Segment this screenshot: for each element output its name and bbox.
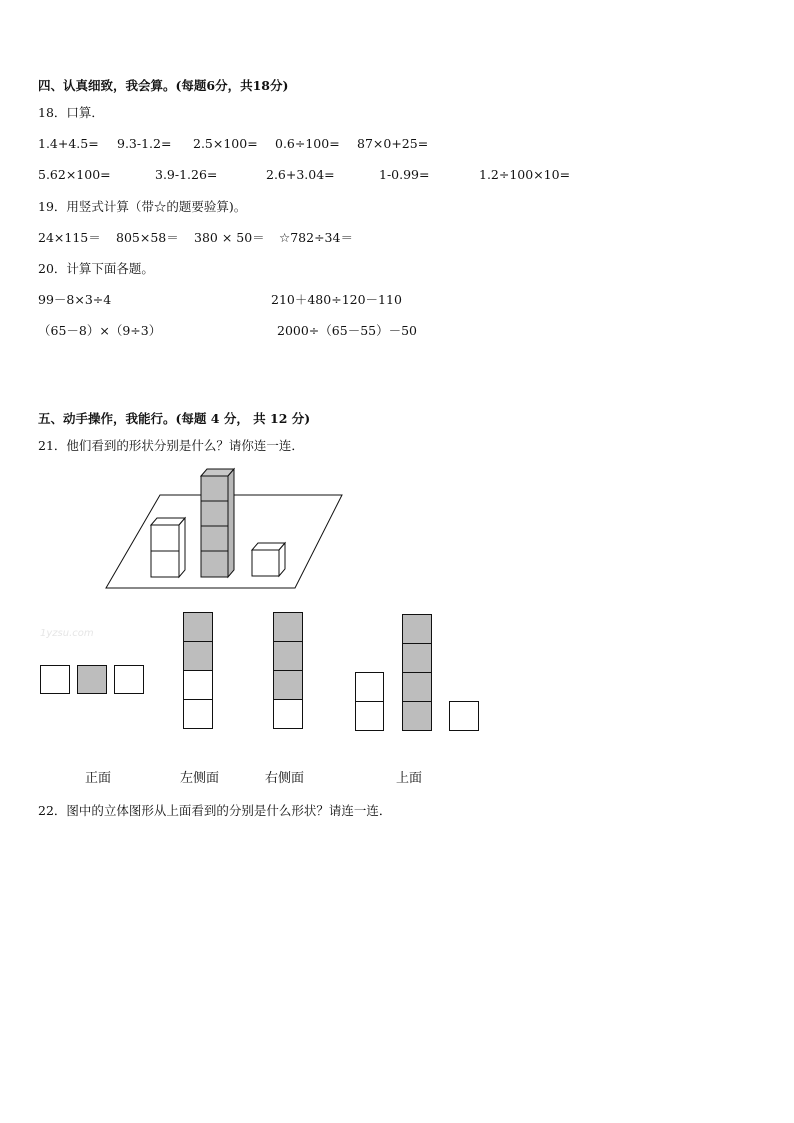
q18-r1-5: 87×0+25= — [357, 136, 429, 151]
view2-square-4[interactable] — [183, 699, 213, 729]
section4-title: 四、认真细致，我会算。(每题6分，共18分) — [38, 78, 289, 93]
q19-item-3: 380 × 50＝ — [194, 230, 265, 245]
q19-item-4: ☆782÷34＝ — [279, 230, 353, 245]
q18-r1-4: 0.6÷100= — [275, 136, 340, 151]
view1-square-3[interactable] — [114, 665, 144, 694]
q18-r2-5: 1.2÷100×10= — [479, 167, 571, 182]
q20-item-1: 99－8×3÷4 — [38, 292, 112, 307]
view-label-front[interactable]: 正面 — [85, 771, 112, 786]
q20-item-2: 210＋480÷120－110 — [271, 292, 402, 307]
view4-right-square[interactable] — [449, 701, 479, 731]
view2-square-3[interactable] — [183, 670, 213, 700]
q18-r1-2: 9.3-1.2= — [117, 136, 172, 151]
middle-stack — [201, 469, 234, 577]
q20-item-3: （65－8）×（9÷3） — [38, 323, 162, 338]
right-cube — [252, 543, 285, 576]
q21-label: 21．他们看到的形状分别是什么？请你连一连． — [38, 438, 304, 453]
q18-label: 18．口算． — [38, 105, 104, 120]
q20-label: 20．计算下面各题。 — [38, 261, 154, 276]
q18-r2-2: 3.9-1.26= — [155, 167, 218, 182]
view3-square-1[interactable] — [273, 612, 303, 642]
view4-mid-square-3[interactable] — [402, 672, 432, 702]
q19-item-2: 805×58＝ — [116, 230, 179, 245]
view4-mid-square-1[interactable] — [402, 614, 432, 644]
view4-mid-square-4[interactable] — [402, 701, 432, 731]
view2-square-2[interactable] — [183, 641, 213, 671]
view4-left-square-2[interactable] — [355, 701, 384, 731]
q18-r2-1: 5.62×100= — [38, 167, 111, 182]
watermark: 1yzsu.com — [40, 628, 94, 639]
left-stack — [151, 518, 185, 577]
view3-square-2[interactable] — [273, 641, 303, 671]
view3-square-4[interactable] — [273, 699, 303, 729]
q19-item-1: 24×115＝ — [38, 230, 101, 245]
view-label-top[interactable]: 上面 — [396, 771, 423, 786]
view3-square-3[interactable] — [273, 670, 303, 700]
q18-r2-4: 1-0.99= — [379, 167, 430, 182]
view1-square-2[interactable] — [77, 665, 107, 694]
q18-r1-3: 2.5×100= — [193, 136, 258, 151]
section5-title: 五、动手操作，我能行。(每题 4 分， 共 12 分) — [38, 411, 311, 426]
q22-label: 22．图中的立体图形从上面看到的分别是什么形状？请连一连． — [38, 803, 392, 818]
q19-label: 19．用竖式计算（带☆的题要验算)。 — [38, 199, 247, 214]
q18-r1-1: 1.4+4.5= — [38, 136, 99, 151]
view2-square-1[interactable] — [183, 612, 213, 642]
view-label-right-side[interactable]: 右侧面 — [265, 771, 305, 786]
view-label-left-side[interactable]: 左侧面 — [180, 771, 220, 786]
view4-left-square-1[interactable] — [355, 672, 384, 702]
q20-item-4: 2000÷（65－55）－50 — [277, 323, 418, 338]
view4-mid-square-2[interactable] — [402, 643, 432, 673]
q18-r2-3: 2.6+3.04= — [266, 167, 335, 182]
view1-square-1[interactable] — [40, 665, 70, 694]
